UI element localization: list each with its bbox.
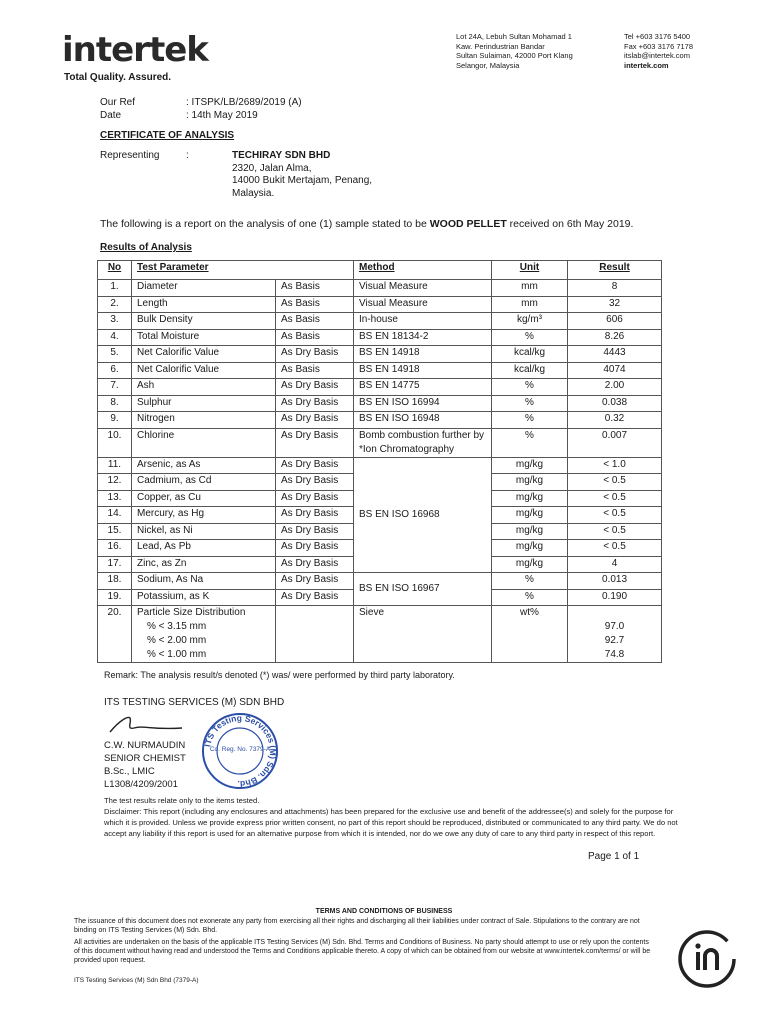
terms-title: TERMS AND CONDITIONS OF BUSINESS [315,908,453,915]
row-method: BS EN ISO 16967 [354,573,492,606]
row-result: 0.007 [568,428,662,457]
row-result: 4074 [568,362,662,379]
row-no: 18. [98,573,132,590]
client-name: TECHIRAY SDN BHD [232,150,331,161]
table-row [98,280,662,297]
row-no: 6. [98,362,132,379]
stamp-ring-text: ITS Testing Services (M) Sdn. Bhd. [202,712,279,790]
intro-statement [100,218,633,230]
issuer-company: ITS TESTING SERVICES (M) SDN BHD [104,697,285,708]
row-basis: As Dry Basis [276,474,354,491]
table-row [98,395,662,412]
intertek-in-logo-icon [676,928,738,990]
representing-colon: : [186,150,189,161]
row-parameter: Potassium, as K [132,589,276,606]
particle-size-fraction: % < 2.00 mm [147,635,207,646]
row-result: < 0.5 [568,490,662,507]
row-method: Bomb combustion further by *Ion Chromatography [354,428,492,457]
row-no: 19. [98,589,132,606]
row-result: < 0.5 [568,474,662,491]
sample-name: WOOD PELLET [429,218,507,230]
row-no: 12. [98,474,132,491]
company-stamp-icon [200,711,280,791]
date-label: Date [100,110,122,121]
row-no: 3. [98,313,132,330]
row-method: BS EN 14918 [354,346,492,363]
row-result: 0.038 [568,395,662,412]
header-test-parameter: Test Parameter [132,261,354,280]
row-parameter: Lead, As Pb [132,540,276,557]
row-method: BS EN 14775 [354,379,492,396]
row-result: < 0.5 [568,540,662,557]
row-no: 15. [98,523,132,540]
fax: Fax +603 3176 7178 [624,41,694,51]
particle-size-result: 74.8 [604,649,625,660]
table-row [98,346,662,363]
row-unit: wt% [492,606,568,663]
row-parameter: Zinc, as Zn [132,556,276,573]
table-row [98,457,662,474]
row-unit: % [492,589,568,606]
date-value: : 14th May 2019 [186,110,258,121]
row-unit: mg/kg [492,490,568,507]
row-no: 14. [98,507,132,524]
row-no: 5. [98,346,132,363]
row-result: 2.00 [568,379,662,396]
header-result: Result [568,261,662,280]
row-basis: As Basis [276,329,354,346]
row-parameter: Net Calorific Value [132,362,276,379]
row-unit: mg/kg [492,457,568,474]
row-basis: As Dry Basis [276,540,354,557]
row-result: 8.26 [568,329,662,346]
table-row [98,362,662,379]
row-parameter [132,606,276,663]
row-result: < 1.0 [568,457,662,474]
row-no: 11. [98,457,132,474]
row-basis: As Basis [276,296,354,313]
row-unit: mg/kg [492,507,568,524]
particle-size-fraction: % < 1.00 mm [147,649,207,660]
row-method: In-house [354,313,492,330]
representing-label: Representing [100,150,160,161]
row-parameter: Length [132,296,276,313]
row-result: < 0.5 [568,507,662,524]
row-no: 2. [98,296,132,313]
terms-paragraph: The issuance of this document does not exonerate any party from exercising all their rights and discharging all their liabilities under contract of Sale. Stipulations to the contrary are not binding on ITS Testing Services (M) Sdn. Bhd. [74,918,640,934]
signatory-block [104,739,186,791]
intro-text: The following is a report on the analysis of one (1) sample stated to be [100,218,430,230]
row-basis: As Dry Basis [276,395,354,412]
row-unit: % [492,412,568,429]
row-no: 7. [98,379,132,396]
row-unit: mm [492,280,568,297]
intro-text-end: received on 6th May 2019. [506,218,634,230]
row-basis: As Dry Basis [276,379,354,396]
row-basis: As Dry Basis [276,573,354,590]
row-parameter: Copper, as Cu [132,490,276,507]
row-parameter: Cadmium, as Cd [132,474,276,491]
row-method: Visual Measure [354,280,492,297]
results-title: Results of Analysis [100,242,192,253]
signatory-title: SENIOR CHEMIST [104,753,186,764]
row-result: 4443 [568,346,662,363]
results-table [97,260,662,663]
row-unit: mm [492,296,568,313]
row-no: 10. [98,428,132,457]
row-result: 0.32 [568,412,662,429]
remark: Remark: The analysis result/s denoted (*) was/ were performed by third party laboratory. [104,670,455,680]
row-result: < 0.5 [568,523,662,540]
intertek-logo: intertek [62,30,208,70]
client-address-line: 2320, Jalan Alma, [232,162,312,174]
row-unit: % [492,379,568,396]
client-address-line: 14000 Bukit Mertajam, Penang, [232,175,373,186]
row-basis: As Dry Basis [276,523,354,540]
row-basis: As Dry Basis [276,589,354,606]
row-unit: % [492,329,568,346]
website: intertek.com [624,60,669,70]
disclaimer: Disclaimer: This report (including any enclosures and attachments) has been prepared for the exclusive use and benefit of the addressee(s) and solely for the purpose for which it is provided. Unless we provide express prior written consent, no part of this report should be reproduced, distributed or communicated to any third party. We do not accept any liability if this report is used for an alternative purpose from which it is intended, nor do we owe any duty of care to any third party in respect of this report. [104,807,678,838]
row-parameter: Mercury, as Hg [132,507,276,524]
table-row [98,296,662,313]
table-header-row [98,261,662,280]
table-row [98,428,662,457]
row-result: 4 [568,556,662,573]
row-basis: As Dry Basis [276,556,354,573]
row-unit: mg/kg [492,474,568,491]
row-parameter: Bulk Density [132,313,276,330]
row-basis: As Basis [276,313,354,330]
row-unit: % [492,395,568,412]
terms-block [74,917,654,968]
row-no: 16. [98,540,132,557]
signatory-reg: L1308/4209/2001 [104,779,178,790]
reference-block [100,96,302,122]
row-basis: As Dry Basis [276,428,354,457]
contact-block [624,32,693,70]
terms-paragraph: All activities are undertaken on the basis of the applicable ITS Testing Services (M) Sdn. Bhd. Terms and Conditions of Business. No party should attempt to use or rely upon the contents of this document without having read and understood the Terms and Conditions applicable thereto. A copy of which can be obtained from our website at www.intertek.com/terms/ or will be provided upon request. [74,939,651,964]
row-result: 606 [568,313,662,330]
row-result: 0.190 [568,589,662,606]
our-ref-value: : ITSPK/LB/2689/2019 (A) [186,97,302,108]
row-basis [276,606,354,663]
row-parameter: Sodium, As Na [132,573,276,590]
signatory-name: C.W. NURMAUDIN [104,740,186,751]
row-parameter: Nitrogen [132,412,276,429]
representing-block [100,150,372,200]
row-basis: As Basis [276,280,354,297]
row-unit: % [492,428,568,457]
row-no: 13. [98,490,132,507]
row-no: 20. [98,606,132,663]
row-method: BS EN 14918 [354,362,492,379]
table-row [98,606,662,663]
row-result: 0.013 [568,573,662,590]
stamp-reg-text: Co. Reg. No. 7379-A [209,746,271,753]
row-method: Visual Measure [354,296,492,313]
row-result: 32 [568,296,662,313]
row-basis: As Dry Basis [276,412,354,429]
table-row [98,329,662,346]
row-unit: mg/kg [492,540,568,557]
row-basis: As Dry Basis [276,457,354,474]
row-basis: As Dry Basis [276,507,354,524]
row-unit: % [492,573,568,590]
our-ref-label: Our Ref [100,97,136,108]
page-number: Page 1 of 1 [588,851,640,862]
table-row [98,412,662,429]
row-parameter: Arsenic, as As [132,457,276,474]
row-parameter: Chlorine [132,428,276,457]
row-parameter: Diameter [132,280,276,297]
email: itslab@intertek.com [624,51,690,60]
row-unit: kcal/kg [492,346,568,363]
row-method: BS EN ISO 16994 [354,395,492,412]
row-unit: kcal/kg [492,362,568,379]
row-basis: As Dry Basis [276,346,354,363]
row-unit: kg/m³ [492,313,568,330]
row-method: BS EN ISO 16968 [354,457,492,573]
particle-size-label: Particle Size Distribution [137,607,246,618]
row-result [568,606,662,663]
client-address-line: Malaysia. [232,187,275,199]
header-unit: Unit [492,261,568,280]
table-row [98,313,662,330]
particle-size-result: 97.0 [604,621,625,632]
row-no: 9. [98,412,132,429]
row-unit: mg/kg [492,523,568,540]
notes-block [104,795,684,839]
particle-size-fraction: % < 3.15 mm [147,621,207,632]
particle-size-result: 92.7 [604,635,625,646]
row-result: 8 [568,280,662,297]
row-parameter: Ash [132,379,276,396]
table-row [98,379,662,396]
row-parameter: Sulphur [132,395,276,412]
row-unit: mg/kg [492,556,568,573]
lab-address: Lot 24A, Lebuh Sultan Mohamad 1 Kaw. Perindustrian Bandar Sultan Sulaiman, 42000 Port Klang Selangor, Malaysia [456,32,573,70]
row-parameter: Net Calorific Value [132,346,276,363]
row-method: BS EN 18134-2 [354,329,492,346]
row-no: 8. [98,395,132,412]
header-method: Method [354,261,492,280]
tel: Tel +603 3176 5400 [624,32,691,41]
tagline: Total Quality. Assured. [64,72,172,83]
footer-company: ITS Testing Services (M) Sdn Bhd (7379-A) [74,977,199,984]
certificate-title: CERTIFICATE OF ANALYSIS [100,130,235,141]
row-no: 17. [98,556,132,573]
header-no: No [98,261,132,280]
row-basis: As Dry Basis [276,490,354,507]
note-items-tested: The test results relate only to the items tested. [104,796,260,805]
row-no: 4. [98,329,132,346]
row-method: BS EN ISO 16948 [354,412,492,429]
signature-icon [106,714,186,736]
row-method: Sieve [354,606,492,663]
signatory-qualification: B.Sc., LMIC [104,766,155,777]
row-parameter: Nickel, as Ni [132,523,276,540]
row-parameter: Total Moisture [132,329,276,346]
row-basis: As Basis [276,362,354,379]
row-no: 1. [98,280,132,297]
table-row [98,573,662,590]
